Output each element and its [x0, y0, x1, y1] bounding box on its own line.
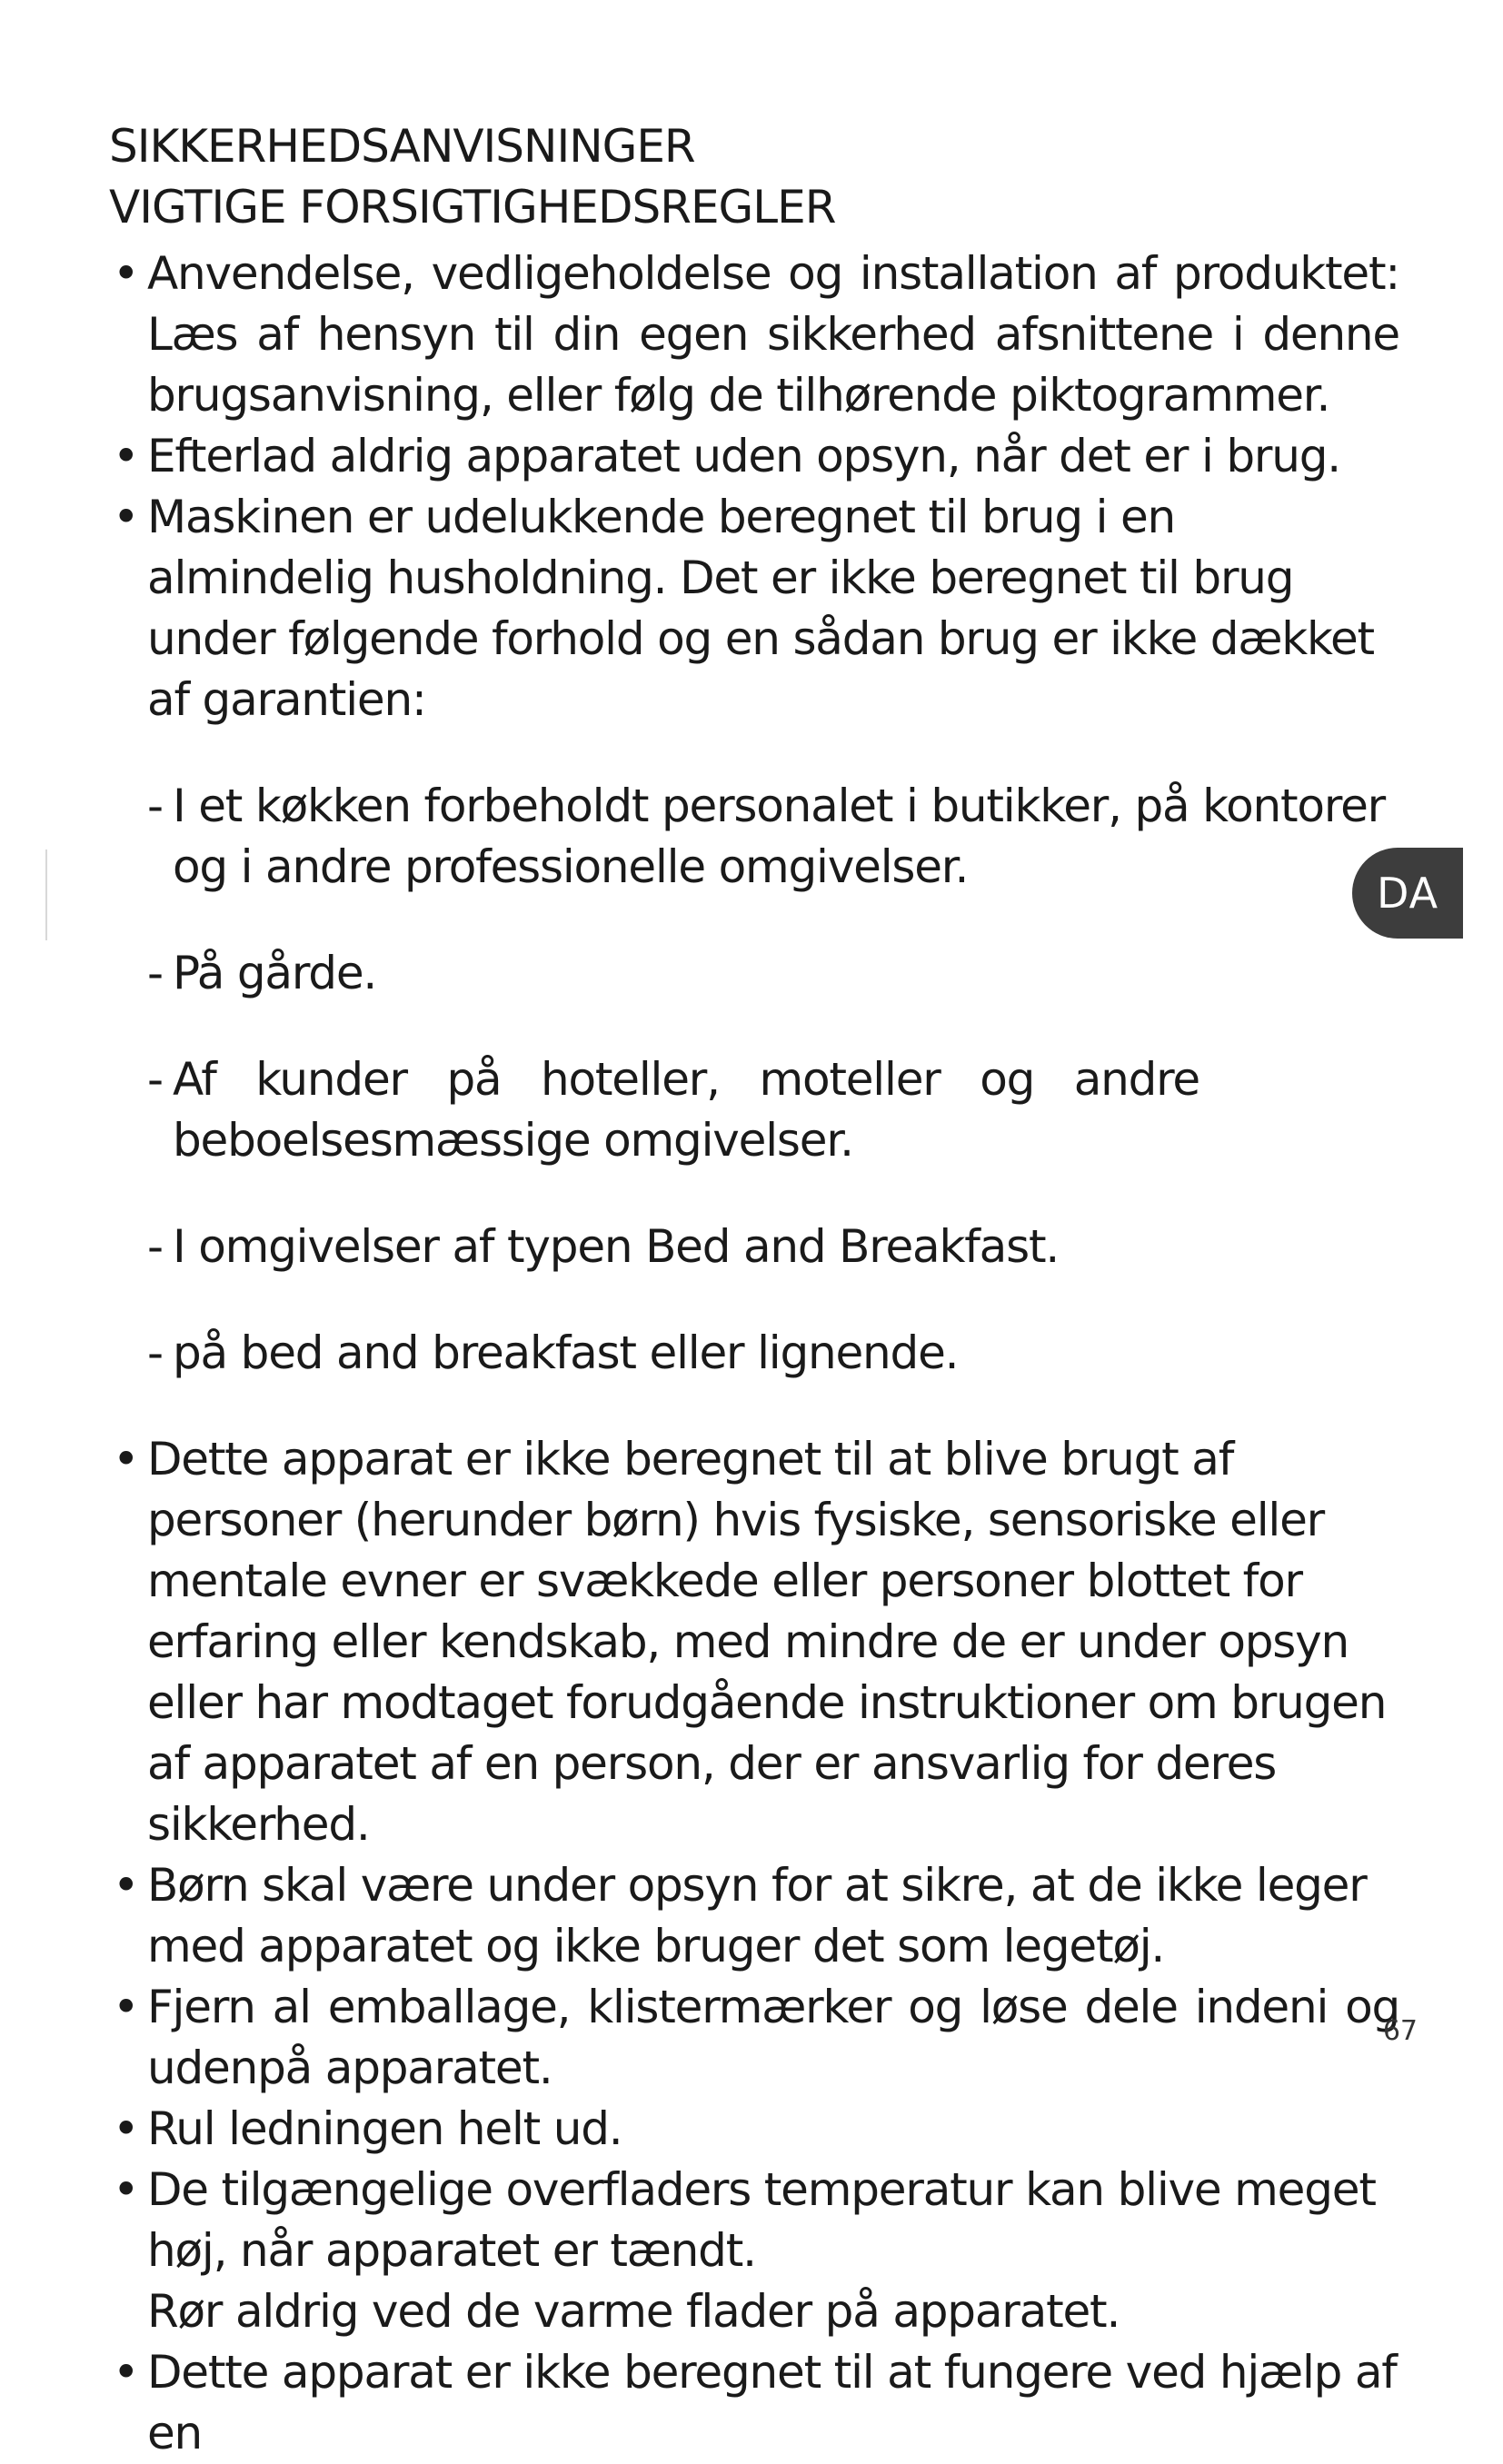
dash-marker: - — [147, 947, 163, 999]
list-item — [109, 1429, 1399, 1855]
bullet-icon: • — [113, 2102, 139, 2155]
safety-instructions-list — [109, 243, 1399, 2464]
list-item-text: Dette apparat er ikke beregnet til at fungere ved hjælp af en — [147, 2346, 1397, 2459]
list-item-text: Efterlad aldrig apparatet uden opsyn, når det er i brug. — [147, 430, 1340, 482]
sub-item-text: Af kunder på hoteller, moteller og andre beboelsesmæssige omgivelser. — [173, 1053, 1199, 1167]
section-heading — [109, 116, 1381, 238]
dash-marker: - — [147, 1220, 163, 1273]
list-item — [109, 2160, 1399, 2342]
list-item-extra-text: Rør aldrig ved de varme flader på apparatet. — [147, 2285, 1120, 2338]
sub-item-text: I omgivelser af typen Bed and Breakfast. — [173, 1220, 1060, 1273]
dash-marker: - — [147, 1053, 163, 1106]
language-tab: DA — [1352, 848, 1463, 939]
list-item-text: Børn skal være under opsyn for at sikre, at de ikke leger med apparatet og ikke bruger det som legetøj. — [147, 1859, 1367, 1972]
bullet-icon: • — [113, 491, 139, 543]
margin-mark — [45, 849, 47, 940]
heading-line-1: SIKKERHEDSANVISNINGER — [109, 120, 695, 173]
page-number: 67 — [1382, 2015, 1418, 2047]
sub-item — [109, 776, 1399, 898]
list-item-text: Anvendelse, vedligeholdelse og installation af produktet: Læs af hensyn til din egen sikkerhed afsnittene i denne brugsanvisning, eller følg de tilhørende piktogrammer. — [147, 247, 1399, 422]
list-item — [109, 2099, 1399, 2160]
list-item-text: Rul ledningen helt ud. — [147, 2102, 622, 2155]
bullet-icon: • — [113, 2346, 139, 2399]
list-item — [109, 487, 1399, 730]
list-item — [109, 243, 1399, 426]
dash-marker: - — [147, 780, 163, 832]
list-item-text: De tilgængelige overfladers temperatur kan blive meget høj, når apparatet er tændt. — [147, 2163, 1376, 2277]
list-item — [109, 426, 1399, 487]
sub-item — [109, 1049, 1199, 1171]
list-item-text: Maskinen er udelukkende beregnet til brug i en almindelig husholdning. Det er ikke beregnet til brug under følgende forhold og en sådan brug er ikke dækket af garantien: — [147, 491, 1374, 726]
sub-item — [109, 943, 1399, 1004]
sub-item-text: I et køkken forbeholdt personalet i butikker, på kontorer og i andre professionelle omgivelser. — [173, 780, 1385, 893]
bullet-icon: • — [113, 247, 139, 300]
list-item-text: Dette apparat er ikke beregnet til at blive brugt af personer (herunder børn) hvis fysiske, sensoriske eller mentale evner er svækkede eller personer blottet for erfaring eller kendskab, med mindre de er under opsyn eller har modtaget forudgående instruktioner om brugen af apparatet af en person, der er ansvarlig for deres sikkerhed. — [147, 1433, 1387, 1851]
sub-item — [109, 1323, 1399, 1384]
bullet-icon: • — [113, 1859, 139, 1912]
list-item — [109, 2342, 1399, 2464]
list-item — [109, 1977, 1399, 2099]
sub-item-text: på bed and breakfast eller lignende. — [173, 1326, 959, 1379]
sub-item — [109, 1217, 1399, 1277]
sub-item-text: På gårde. — [173, 947, 377, 999]
bullet-icon: • — [113, 1981, 139, 2033]
list-item-text: Fjern al emballage, klistermærker og løse dele indeni og udenpå apparatet. — [147, 1981, 1399, 2094]
bullet-icon: • — [113, 430, 139, 482]
bullet-icon: • — [113, 1433, 139, 1485]
dash-marker: - — [147, 1326, 163, 1379]
heading-line-2: VIGTIGE FORSIGTIGHEDSREGLER — [109, 181, 836, 233]
list-item — [109, 1855, 1399, 1977]
bullet-icon: • — [113, 2163, 139, 2216]
